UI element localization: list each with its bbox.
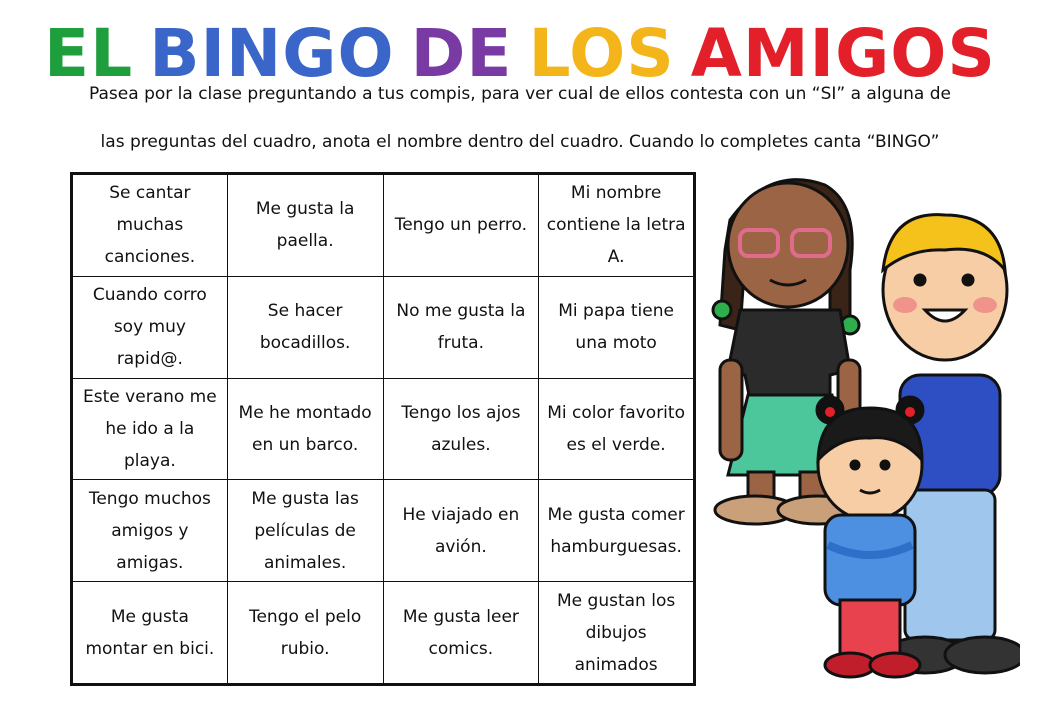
page-title [0, 14, 1040, 94]
bingo-cell[interactable]: No me gusta la fruta. [383, 276, 539, 378]
instructions-line-1: Pasea por la clase preguntando a tus compis, para ver cual de ellos contesta con un “SI” a alguna de [89, 84, 951, 104]
bingo-row [72, 378, 695, 480]
bingo-cell[interactable]: Me gusta montar en bici. [72, 582, 228, 685]
bingo-cell[interactable]: Este verano me he ido a la playa. [72, 378, 228, 480]
bingo-cell[interactable]: Mi papa tiene una moto [539, 276, 695, 378]
bingo-grid [70, 172, 696, 686]
bingo-row [72, 174, 695, 277]
bingo-cell[interactable]: Cuando corro soy muy rapid@. [72, 276, 228, 378]
title-word-los: LOS [528, 15, 675, 92]
bingo-cell[interactable]: Mi nombre contiene la letra A. [539, 174, 695, 277]
instructions-line-2: las preguntas del cuadro, anota el nombre dentro del cuadro. Cuando lo completes canta “BINGO” [100, 132, 940, 152]
title-word-bingo: BINGO [149, 15, 395, 92]
bingo-cell[interactable]: He viajado en avión. [383, 480, 539, 582]
bingo-cell[interactable]: Me gustan los dibujos animados [539, 582, 695, 685]
bingo-cell[interactable]: Me gusta las películas de animales. [227, 480, 383, 582]
bingo-row [72, 480, 695, 582]
bingo-cell[interactable]: Me he montado en un barco. [227, 378, 383, 480]
bingo-cell[interactable]: Tengo muchos amigos y amigas. [72, 480, 228, 582]
title-word-de: DE [410, 15, 513, 92]
bingo-row [72, 276, 695, 378]
bingo-cell[interactable]: Tengo los ajos azules. [383, 378, 539, 480]
bingo-row [72, 582, 695, 685]
bingo-cell[interactable]: Tengo el pelo rubio. [227, 582, 383, 685]
bingo-cell[interactable]: Tengo un perro. [383, 174, 539, 277]
bingo-cell[interactable]: Me gusta leer comics. [383, 582, 539, 685]
title-word-amigos: AMIGOS [690, 15, 996, 92]
bingo-cell[interactable]: Se cantar muchas canciones. [72, 174, 228, 277]
title-word-el: EL [44, 15, 134, 92]
bingo-cell[interactable]: Me gusta la paella. [227, 174, 383, 277]
bingo-cell[interactable]: Me gusta comer hamburguesas. [539, 480, 695, 582]
bingo-cell[interactable]: Mi color favorito es el verde. [539, 378, 695, 480]
three-kids-illustration [700, 160, 1020, 680]
bingo-cell[interactable]: Se hacer bocadillos. [227, 276, 383, 378]
